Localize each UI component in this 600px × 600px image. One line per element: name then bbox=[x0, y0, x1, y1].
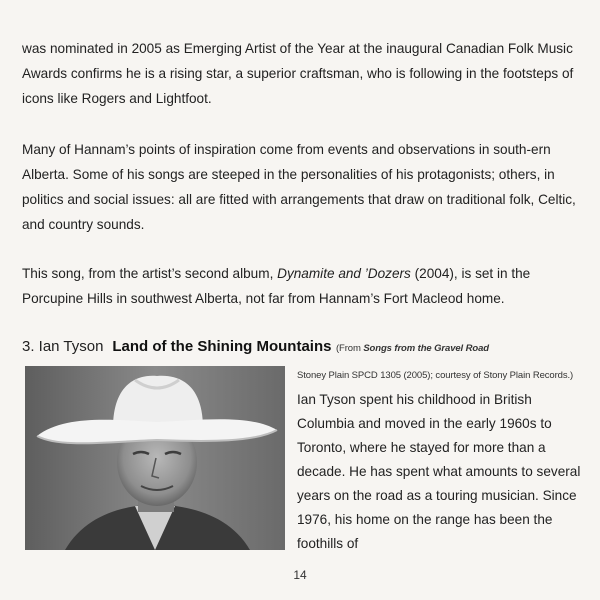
paragraph-1: was nominated in 2005 as Emerging Artist of the Year at the inaugural Canadian Folk Music Awards confirms he is a rising star, a superior craftsman, who is following in the footsteps of icons like Rogers and Lightfoot. bbox=[22, 41, 574, 106]
bio-text bbox=[297, 362, 587, 556]
page-number: 14 bbox=[293, 568, 307, 582]
paragraph-3 bbox=[22, 261, 582, 311]
paragraph-3-text-start: This song, from the artist’s second album, bbox=[22, 266, 278, 281]
album-title-gravel-road: Songs from the Gravel Road bbox=[363, 343, 489, 354]
bio-paragraph: Ian Tyson spent his childhood in British Columbia and moved in the early 1960s to Toronto, where he stayed for more than a decade. He has spent what amounts to several years on the road as a touring musician. Since 1976, his home on the range has been the foothills of bbox=[297, 392, 581, 551]
paragraph-2: Many of Hannam’s points of inspiration come from events and observations in south-ern Alberta. Some of his songs are steeped in the personalities of his protagonists; others, in politics and social issues: all are fitted with arrangements that draw on traditional folk, Celtic, and country sounds. bbox=[22, 142, 576, 232]
album-title-dynamite: Dynamite and ’Dozers bbox=[277, 266, 411, 281]
paragraph-3-text-end: (2004), is set in the Porcupine Hills in southwest Alberta, not far from Hannam’s Fort Macleod home. bbox=[22, 266, 531, 306]
credit-line-rest: Stoney Plain SPCD 1305 (2005); courtesy of Stony Plain Records.) bbox=[297, 370, 574, 381]
song-title: Land of the Shining Mountains bbox=[112, 338, 332, 355]
track-number-artist: 3. Ian Tyson bbox=[22, 338, 104, 355]
portrait-photo-cowboy-hat-icon bbox=[25, 366, 285, 550]
portrait-photo bbox=[25, 366, 285, 550]
track-heading bbox=[22, 338, 582, 360]
credit-line-start: (From Songs from the Gravel Road bbox=[335, 343, 489, 354]
